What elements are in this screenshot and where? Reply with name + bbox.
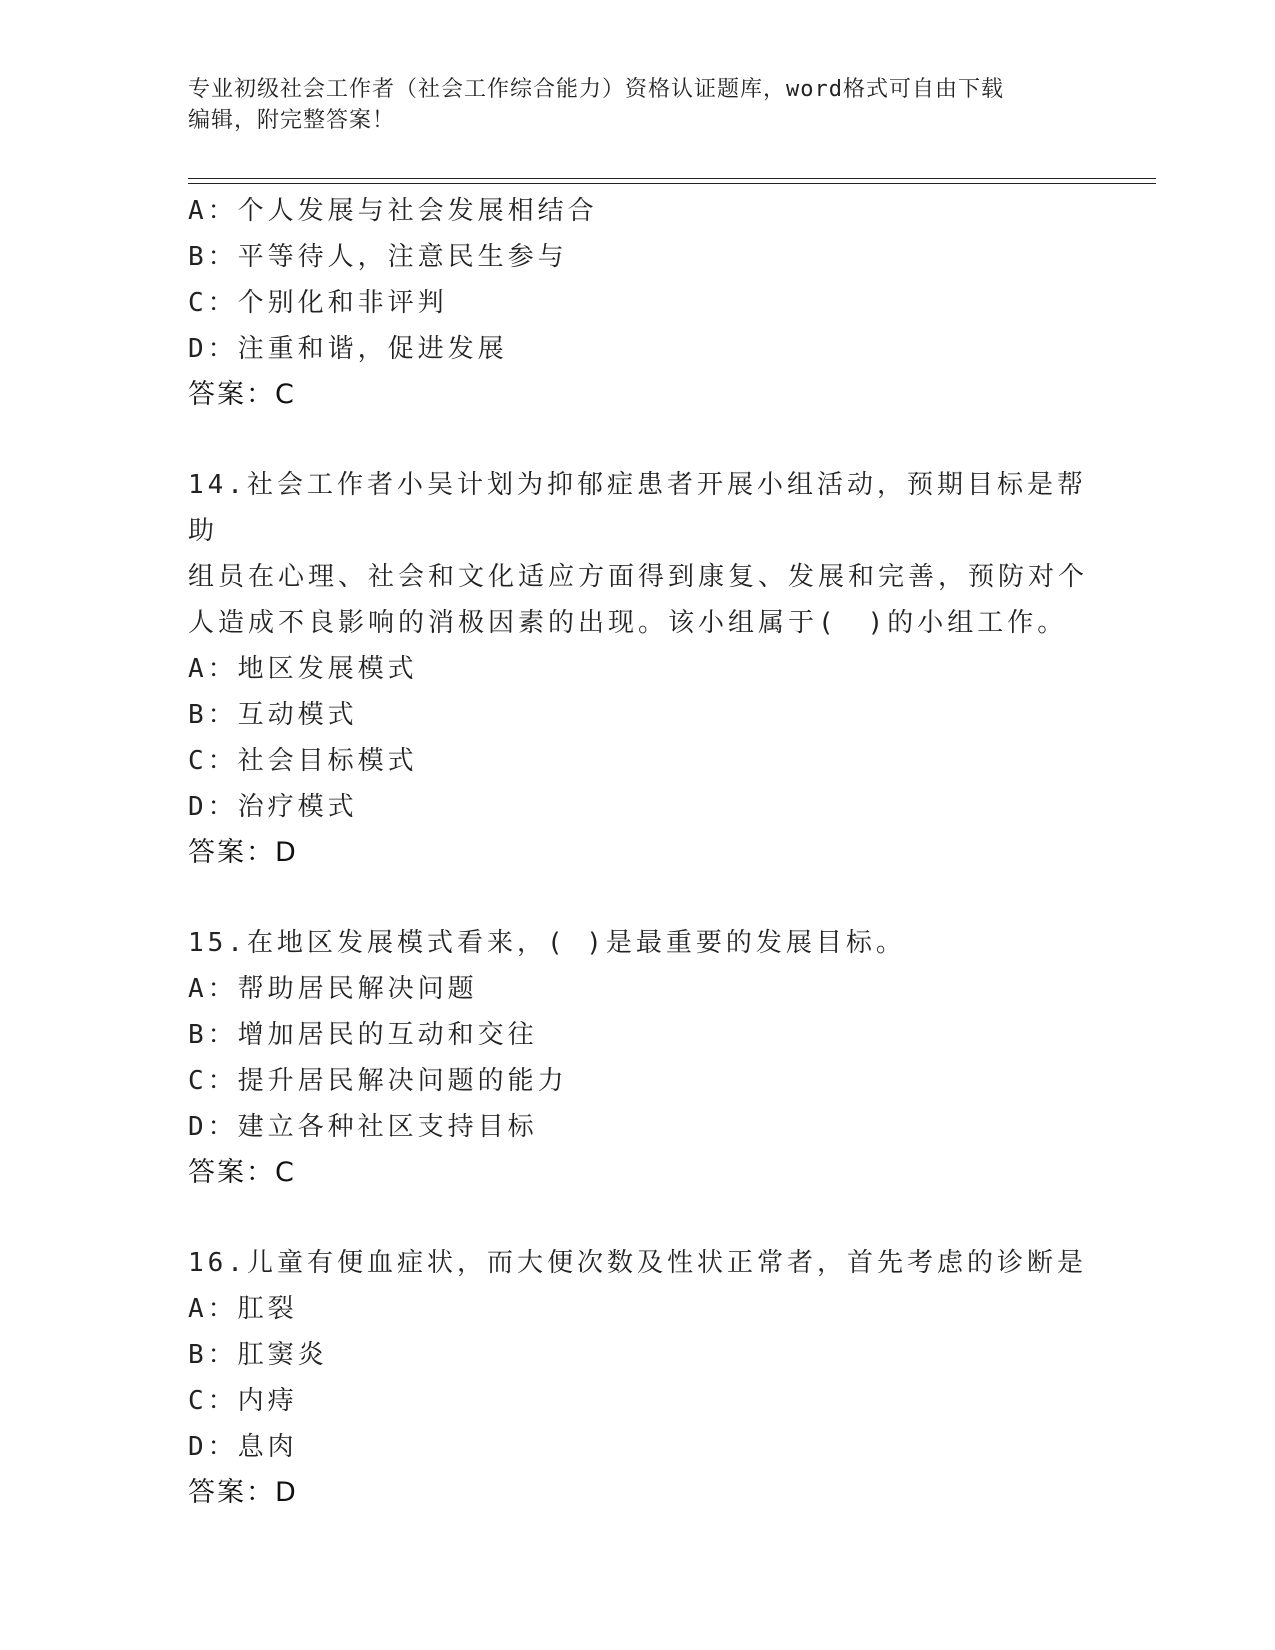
stem-line: 15.在地区发展模式看来，( )是最重要的发展目标。: [188, 928, 906, 958]
question-stem: [188, 462, 1088, 646]
option-d: D：注重和谐，促进发展: [188, 334, 508, 364]
stem-line: 组员在心理、社会和文化适应方面得到康复、发展和完善，预防对个: [188, 562, 1089, 592]
stem-line: 16.儿童有便血症状，而大便次数及性状正常者，首先考虑的诊断是: [188, 1248, 1087, 1278]
question-stem: [188, 1240, 1088, 1286]
question-15: [188, 920, 1088, 1196]
document-header: [188, 74, 1088, 136]
option-d: D：建立各种社区支持目标: [188, 1112, 538, 1142]
question-13: [188, 188, 1088, 418]
answer-line: 答案：D: [188, 1477, 298, 1508]
options-list: [188, 966, 1088, 1150]
answer-line: 答案：C: [188, 379, 296, 410]
option-b: B：增加居民的互动和交往: [188, 1020, 538, 1050]
option-b: B：平等待人，注意民生参与: [188, 242, 568, 272]
answer-line: 答案：D: [188, 837, 298, 868]
question-list: [188, 188, 1088, 1516]
option-b: B：肛窦炎: [188, 1340, 328, 1370]
question-14: [188, 462, 1088, 876]
option-d: D：治疗模式: [188, 792, 358, 822]
options-list: [188, 188, 1088, 372]
question-stem: [188, 920, 1088, 966]
option-c: C：内痔: [188, 1386, 298, 1416]
header-divider-bottom: [188, 183, 1156, 184]
option-a: A：个人发展与社会发展相结合: [188, 196, 598, 226]
option-b: B：互动模式: [188, 700, 358, 730]
stem-line: 人造成不良影响的消极因素的出现。该小组属于( )的小组工作。: [188, 608, 1068, 638]
option-a: A：地区发展模式: [188, 654, 418, 684]
option-a: A：肛裂: [188, 1294, 298, 1324]
option-a: A：帮助居民解决问题: [188, 974, 478, 1004]
header-line-1: 专业初级社会工作者（社会工作综合能力）资格认证题库，word格式可自由下载: [188, 77, 1004, 102]
option-c: C：个别化和非评判: [188, 288, 448, 318]
options-list: [188, 646, 1088, 830]
option-c: C：社会目标模式: [188, 746, 418, 776]
option-d: D：息肉: [188, 1432, 298, 1462]
header-divider-top: [188, 178, 1156, 179]
answer-line: 答案：C: [188, 1157, 296, 1188]
option-c: C：提升居民解决问题的能力: [188, 1066, 568, 1096]
header-line-2: 编辑，附完整答案！: [188, 108, 396, 133]
options-list: [188, 1286, 1088, 1470]
stem-line: 14.社会工作者小吴计划为抑郁症患者开展小组活动，预期目标是帮助: [188, 470, 1087, 546]
question-16: [188, 1240, 1088, 1516]
